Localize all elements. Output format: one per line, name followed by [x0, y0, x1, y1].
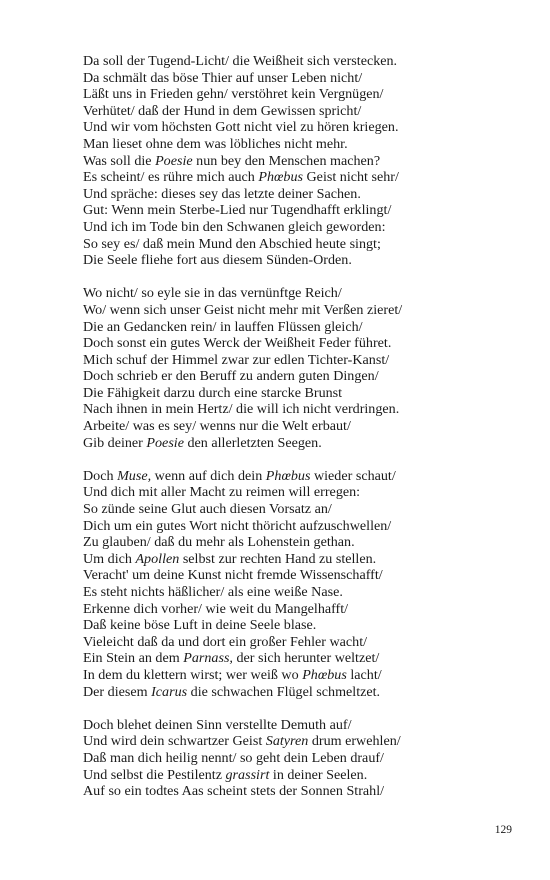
poem-line [83, 601, 523, 618]
poem-line [83, 169, 523, 186]
line-text: Es steht nichts häßlicher/ als eine weiße Nase. [83, 584, 343, 600]
italic-word: Poesie [146, 434, 184, 451]
line-text: Die Seele fliehe fort aus diesem Sünden-Orden. [83, 252, 352, 269]
line-text: Und wir vom höchsten Gott nicht viel zu hören kriegen. [83, 119, 399, 136]
line-text: Man lieset ohne dem was löbliches nicht mehr. [83, 135, 348, 152]
poem-line [83, 567, 523, 584]
poem-line [83, 501, 523, 518]
poem-line [83, 119, 523, 136]
line-text: Doch [83, 467, 118, 484]
line-text: Zu glauben/ daß du mehr als Lohenstein gethan. [83, 534, 355, 551]
line-text: Dich um ein gutes Wort nicht thöricht aufzuschwellen/ [83, 517, 392, 534]
poem-line [83, 518, 523, 535]
italic-word: Phœbus [258, 169, 303, 186]
line-text: der sich herunter weltzet/ [232, 650, 380, 667]
line-text: Gib deiner [83, 434, 147, 451]
line-text: Vieleicht daß da und dort ein großer Fehler wacht/ [83, 633, 368, 650]
line-text: Und wird dein schwartzer Geist [83, 733, 266, 750]
line-text: Wo/ wenn sich unser Geist nicht mehr mit Verßen zieret/ [83, 301, 403, 318]
poem-line [83, 733, 523, 750]
line-text: Verhütet/ daß der Hund in dem Gewissen spricht/ [83, 102, 362, 119]
poem-line [83, 70, 523, 87]
italic-word: Icarus [151, 683, 188, 700]
poem-line [83, 484, 523, 501]
line-text: Arbeite/ was es sey/ wenns nur die Welt erbaut/ [83, 418, 351, 435]
poem-line [83, 767, 523, 784]
line-text: So sey es/ daß mein Mund den Abschied heute singt; [83, 235, 381, 252]
line-text: Und spräche: dieses sey das letzte deiner Sachen. [83, 185, 361, 202]
poem-line [83, 667, 523, 684]
line-text: selbst zur rechten Hand zu stellen. [179, 550, 377, 567]
line-text: Und selbst die Pestilentz [83, 766, 226, 783]
italic-word: grassirt [225, 766, 270, 783]
stanza [83, 285, 523, 451]
line-text: So zünde seine Glut auch diesen Vorsatz an/ [83, 501, 332, 518]
line-text: Nach ihnen in mein Hertz/ die will ich nicht verdringen. [83, 401, 400, 418]
line-text: Die Fähigkeit darzu durch eine starcke Brunst [83, 384, 343, 401]
poem-line [83, 551, 523, 568]
poem-line [83, 468, 523, 485]
line-text: lacht/ [346, 666, 382, 683]
poem-line [83, 584, 523, 601]
poem-line [83, 617, 523, 634]
line-text: Doch schrieb er den Beruff zu andern guten Dingen/ [83, 368, 379, 385]
line-text: in deiner Seelen. [269, 766, 368, 783]
poem-line [83, 650, 523, 667]
italic-word: Apollen [135, 550, 180, 567]
poem-line [83, 136, 523, 153]
poem-text [83, 53, 523, 816]
stanza [83, 468, 523, 700]
line-text: wieder schaut/ [310, 467, 396, 484]
line-text: Und ich im Tode bin den Schwanen gleich geworden: [83, 218, 386, 235]
line-text: Und dich mit aller Macht zu reimen will erregen: [83, 484, 361, 501]
italic-word: Poesie [155, 152, 193, 169]
poem-line [83, 418, 523, 435]
page-number: 129 [494, 824, 512, 836]
poem-line [83, 285, 523, 302]
poem-line [83, 401, 523, 418]
poem-line [83, 435, 523, 452]
poem-line [83, 717, 523, 734]
line-text: In dem du klettern wirst; wer weiß wo [83, 666, 303, 683]
line-text: Doch sonst ein gutes Werck der Weißheit Feder führet. [83, 335, 392, 352]
line-text: drum erwehlen/ [308, 733, 401, 750]
line-text: Mich schuf der Himmel zwar zur edlen Tichter-Kanst/ [83, 351, 390, 368]
line-text: Um dich [83, 550, 136, 567]
poem-line [83, 634, 523, 651]
italic-word: Muse, [117, 467, 152, 484]
line-text: Die an Gedancken rein/ in lauffen Flüssen gleich/ [83, 318, 363, 335]
line-text: Auf so ein todtes Aas scheint stets der Sonnen Strahl/ [83, 783, 385, 800]
poem-line [83, 219, 523, 236]
italic-word: Phœbus [302, 666, 347, 683]
line-text: Es scheint/ es rühre mich auch [83, 169, 259, 186]
stanza [83, 53, 523, 269]
line-text: Daß man dich heilig nennt/ so geht dein Leben drauf/ [83, 749, 384, 766]
poem-line [83, 684, 523, 701]
poem-line [83, 319, 523, 336]
line-text: Da soll der Tugend-Licht/ die Weißheit sich verstecken. [83, 53, 398, 69]
poem-line [83, 302, 523, 319]
line-text: Daß keine böse Luft in deine Seele blase. [83, 617, 317, 634]
line-text: Was soll die [83, 152, 156, 169]
line-text: die schwachen Flügel schmeltzet. [187, 683, 381, 700]
poem-line [83, 352, 523, 369]
poem-line [83, 750, 523, 767]
line-text: wenn auf dich dein [151, 467, 266, 484]
italic-word: Satyren [265, 733, 309, 750]
poem-line [83, 335, 523, 352]
line-text: Erkenne dich vorher/ wie weit du Mangelhafft/ [83, 600, 349, 617]
line-text: Wo nicht/ so eyle sie in das vernünftge Reich/ [83, 285, 342, 302]
italic-word: Parnass, [183, 650, 233, 667]
line-text: Doch blehet deinen Sinn verstellte Demuth auf/ [83, 716, 352, 733]
line-text: Ein Stein an dem [83, 650, 184, 667]
poem-line [83, 783, 523, 800]
line-text: nun bey den Menschen machen? [192, 152, 381, 169]
poem-line [83, 385, 523, 402]
poem-line [83, 103, 523, 120]
poem-line [83, 86, 523, 103]
poem-line [83, 153, 523, 170]
poem-line [83, 236, 523, 253]
line-text: Der diesem [83, 683, 152, 700]
line-text: Veracht' um deine Kunst nicht fremde Wissenschafft/ [83, 567, 383, 584]
poem-line [83, 53, 523, 70]
stanza [83, 717, 523, 800]
line-text: den allerletzten Seegen. [183, 434, 322, 451]
poem-line [83, 186, 523, 203]
poem-line [83, 252, 523, 269]
poem-line [83, 534, 523, 551]
poem-line [83, 202, 523, 219]
line-text: Da schmält das böse Thier auf unser Leben nicht/ [83, 69, 363, 86]
italic-word: Phœbus [265, 467, 311, 484]
line-text: Läßt uns in Frieden gehn/ verstöhret kein Vergnügen/ [83, 86, 384, 103]
line-text: Gut: Wenn mein Sterbe-Lied nur Tugendhafft erklingt/ [83, 202, 392, 219]
poem-line [83, 368, 523, 385]
line-text: Geist nicht sehr/ [302, 169, 399, 186]
